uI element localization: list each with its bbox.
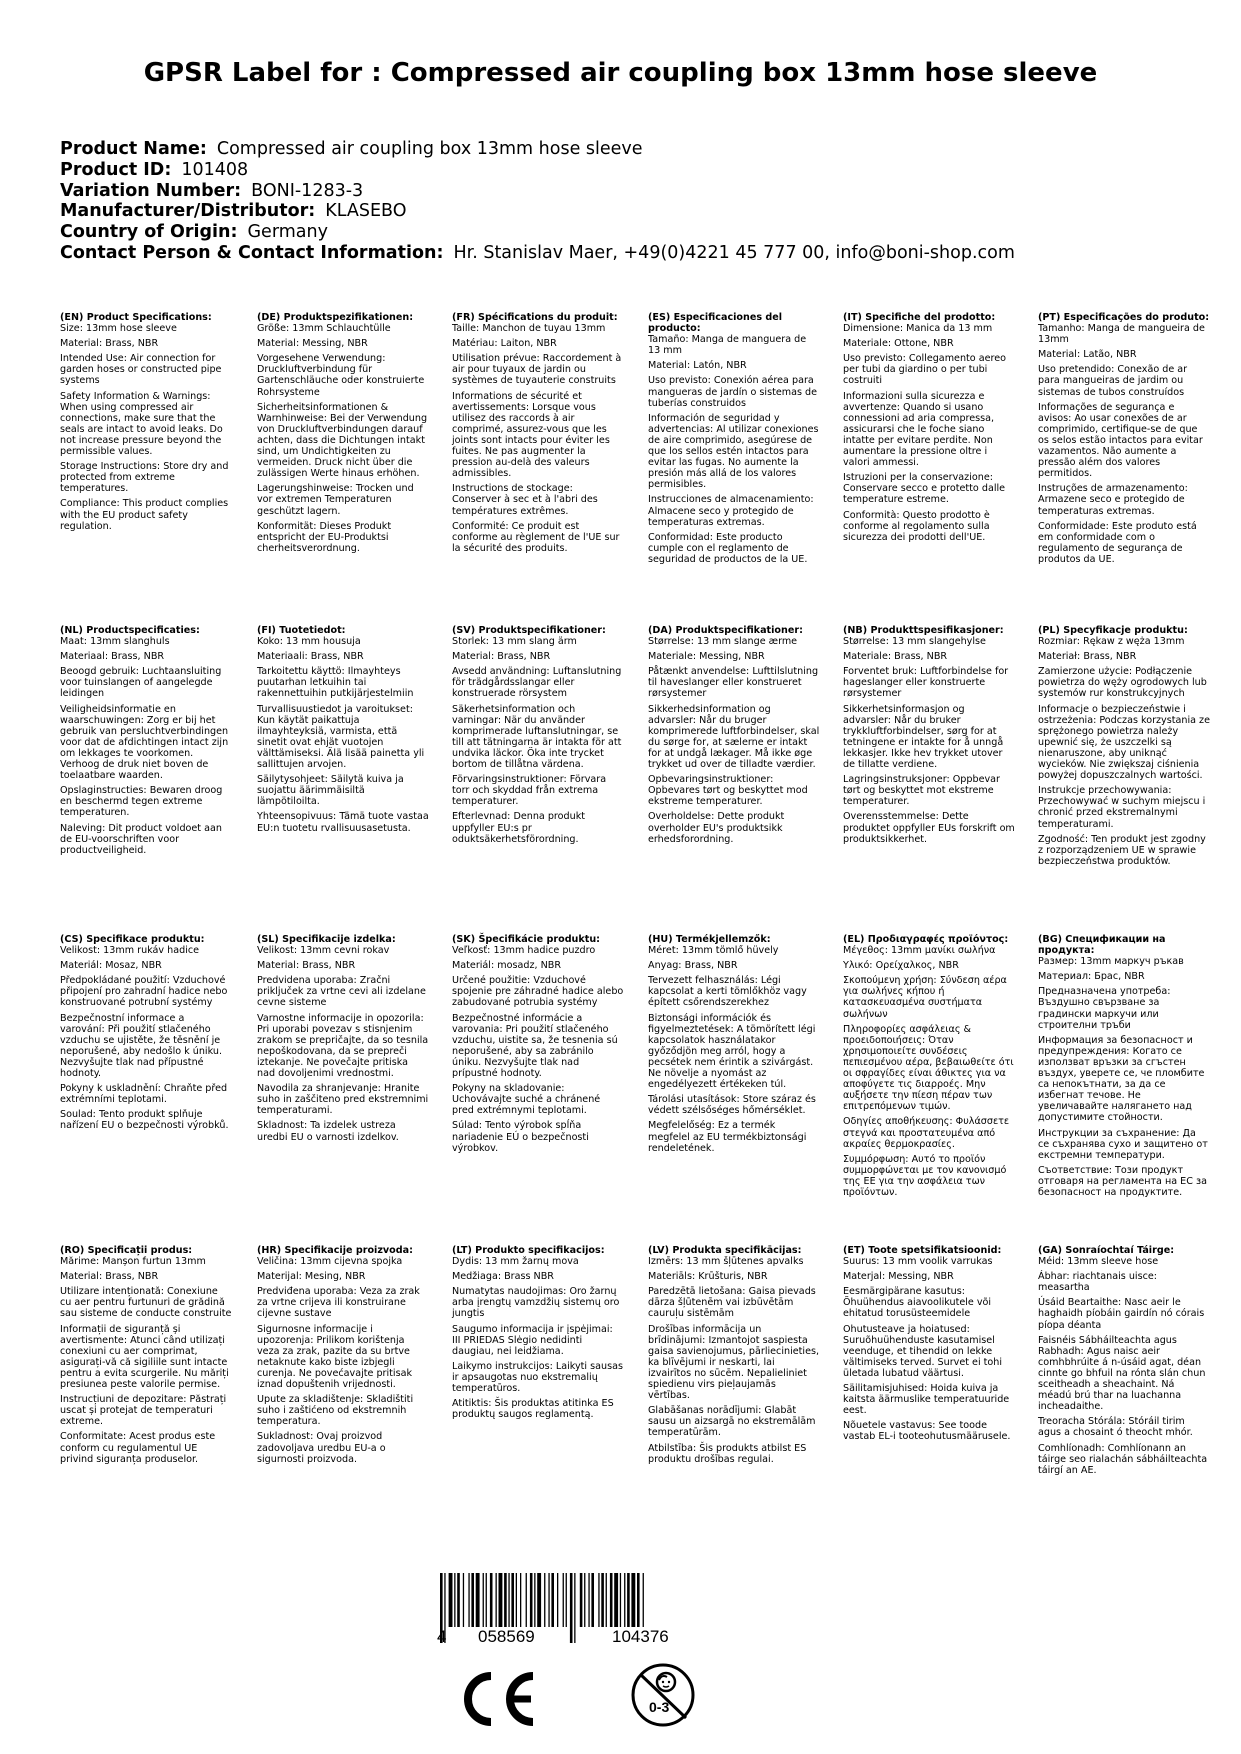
spec-section <box>843 312 1015 547</box>
spec-line: Vorgesehene Verwendung: Druckluftverbindung für Gartenschläuche oder konstruierte Rohrsysteme <box>257 353 425 398</box>
spec-section-heading: (LV) Produkta specifikācijas: <box>648 1245 802 1256</box>
spec-line: Ohutusteave ja hoiatused: Suruõhuühenduste kasutamisel veenduge, et tihendid on lekke vältimiseks terved. Survet ei tohi ületada lubatud väärtusi. <box>843 1323 1003 1379</box>
spec-line: Material: Latón, NBR <box>648 360 747 372</box>
spec-section <box>648 934 820 1158</box>
spec-line: Conformità: Questo prodotto è conforme al regolamento sulla sicurezza dei prodotti dell'UE. <box>843 509 990 543</box>
spec-section <box>1038 934 1210 1202</box>
spec-section-heading: (EL) Προδιαγραφές προϊόντος: <box>843 934 1009 945</box>
spec-line: Materiál: mosadz, NBR <box>452 960 561 972</box>
spec-line: Maat: 13mm slanghuls <box>60 636 170 648</box>
spec-line: Velikost: 13mm rukáv hadice <box>60 945 200 957</box>
spec-line: Biztonsági információk és figyelmeztetések: A tömörített légi kapcsolatok használatakor győződjön meg arról, hogy a pecsétek nem érintik a szivárgást. Ne növelje a nyomást az engedélyezett értékeken túl. <box>648 1012 816 1091</box>
spec-section <box>843 934 1015 1202</box>
spec-line: Instrucciones de almacenamiento: Almacene seco y protegido de temperaturas extremas. <box>648 494 814 528</box>
spec-line: Instructions de stockage: Conserver à sec et à l'abri des températures extrêmes. <box>452 483 598 517</box>
spec-line: Sicherheitsinformationen & Warnhinweise: Bei der Verwendung von Druckluftverbindungen darauf achten, dass die Dichtungen intakt sind, um Undichtigkeiten zu vermeiden. Druck nicht über die zulässigen Werte hinaus erhöhen. <box>257 401 428 480</box>
spec-line: Material: Latão, NBR <box>1038 349 1137 361</box>
spec-line: Naleving: Dit product voldoet aan de EU-voorschriften voor productveiligheid. <box>60 822 222 856</box>
spec-line: Información de seguridad y advertencias: Al utilizar conexiones de aire comprimido, asegúrese de que los sellos estén intactos para evitar las fugas. No aumente la presión más allá de los valores permisibles. <box>648 412 819 491</box>
spec-line: Safety Information & Warnings: When using compressed air connections, make sure that the seals are intact to avoid leaks. Do not increase pressure beyond the permissible values. <box>60 390 223 458</box>
page-title: GPSR Label for : Compressed air coupling box 13mm hose sleeve <box>143 58 1098 88</box>
spec-line: Lagerungshinweise: Trocken und vor extremen Temperaturen geschützt lagern. <box>257 483 414 517</box>
spec-line: Eesmärgipärane kasutus: Õhuühendus aiavoolikutele või ehitatud torusüsteemidele <box>843 1286 992 1320</box>
spec-line: Påtænkt anvendelse: Lufttilslutning til haveslanger eller konstrueret rørsystemer <box>648 666 819 700</box>
spec-line: Informacje o bezpieczeństwie i ostrzeżenia: Podczas korzystania ze sprężonego powietrza należy upewnić się, że uszczelki są nienaruszone, aby uniknąć wycieków. Nie zwiększaj ciśnienia powyżej dopuszczalnych wartości. <box>1038 703 1210 782</box>
spec-line: Treoracha Stórála: Stóráil tirim agus a chosaint ó theocht mhór. <box>1038 1416 1193 1439</box>
spec-section <box>452 312 624 558</box>
age-0-3-warning-icon <box>630 1662 696 1732</box>
spec-line: Pokyny na skladovanie: Uchovávajte suché a chránené pred extrémnymi teplotami. <box>452 1083 601 1117</box>
country-value: Germany <box>247 222 328 243</box>
spec-section-heading: (SL) Specifikacije izdelka: <box>257 934 396 945</box>
spec-section <box>257 1245 429 1469</box>
barcode-digit-1: 4 <box>437 1627 447 1646</box>
spec-section-heading: (RO) Specificații produs: <box>60 1245 193 1256</box>
spec-line: Predviđena uporaba: Veza za zrak za vrtne crijeva ili konstruirane cijevne sustave <box>257 1286 420 1320</box>
spec-line: Conformitate: Acest produs este conform cu regulamentul UE privind siguranța produselor. <box>60 1431 216 1465</box>
spec-line: Οδηγίες αποθήκευσης: Φυλάσσετε στεγνά και προστατευμένα από ακραίες θερμοκρασίες. <box>843 1116 1010 1150</box>
manufacturer-value: KLASEBO <box>325 201 407 222</box>
spec-line: Nõuetele vastavus: See toode vastab EL-i tooteohutusmäärusele. <box>843 1420 1011 1443</box>
spec-section <box>648 625 820 849</box>
spec-line: Veiligheidsinformatie en waarschuwingen: Zorg er bij het gebruik van persluchtverbindingen voor dat de afdichtingen intact zijn om lekkages te voorkomen. Verhoog de druk niet boven de toelaatbare waarden. <box>60 703 229 782</box>
spec-line: Materiale: Messing, NBR <box>648 651 765 663</box>
spec-line: Opbevaringsinstruktioner: Opbevares tørt og beskyttet mod ekstreme temperaturer. <box>648 774 808 808</box>
spec-line: Informații de siguranță și avertismente: Atunci când utilizați conexiuni cu aer comprimat, asigurați-vă că sigiliile sunt intacte pentru a evita scurgerile. Nu măriți presiunea peste valorile permise. <box>60 1323 229 1391</box>
spec-line: Sigurnosne informacije i upozorenja: Prilikom korištenja veza za zrak, pazite da su brtve netaknute kako biste izbjegli curenja. Ne povećavajte pritisak iznad dopuštenih vrijednosti. <box>257 1323 413 1391</box>
spec-line: Säilytysohjeet: Säilytä kuiva ja suojattu äärimmäisiltä lämpötiloilta. <box>257 774 404 808</box>
spec-line: Laikymo instrukcijos: Laikyti sausas ir apsaugotas nuo ekstremalių temperatūros. <box>452 1360 623 1395</box>
spec-section-heading: (PL) Specyfikacje produktu: <box>1038 625 1188 636</box>
spec-section <box>1038 625 1210 871</box>
spec-line: Súlad: Tento výrobok spĺňa nariadenie EÚ o bezpečnosti výrobkov. <box>452 1120 589 1154</box>
spec-section <box>257 312 429 558</box>
product-name-value: Compressed air coupling box 13mm hose sleeve <box>216 139 643 159</box>
spec-line: Materiāls: Krūšturis, NBR <box>648 1271 768 1283</box>
spec-line: Uso previsto: Collegamento aereo per tubi da giardino o per tubi costruiti <box>843 353 1006 387</box>
spec-line: Veličina: 13mm cijevna spojka <box>257 1256 403 1268</box>
spec-line: Navodila za shranjevanje: Hranite suho in zaščiteno pred ekstremnimi temperaturami. <box>257 1083 429 1117</box>
spec-line: Megfelelőség: Ez a termék megfelel az EU termékbiztonsági rendeletének. <box>648 1120 807 1154</box>
product-id-row <box>60 160 1015 181</box>
spec-line: Materiale: Brass, NBR <box>843 651 948 663</box>
spec-line: Ábhar: riachtanais uisce: measartha <box>1038 1271 1157 1294</box>
variation-number-label: Variation Number: <box>60 180 242 201</box>
contact-label: Contact Person & Contact Information: <box>60 242 444 263</box>
spec-section <box>648 1245 820 1469</box>
spec-line: Uso pretendido: Conexão de ar para mangueiras de jardim ou sistemas de tubos construídos <box>1038 364 1188 398</box>
spec-line: Intended Use: Air connection for garden hoses or constructed pipe systems <box>60 353 222 387</box>
spec-section-heading: (IT) Specifiche del prodotto: <box>843 312 996 323</box>
variation-number-value: BONI-1283-3 <box>251 180 364 201</box>
spec-line: Méret: 13mm tömlő hüvely <box>648 945 779 957</box>
spec-section-heading: (GA) Sonraíochtaí Táirge: <box>1038 1245 1175 1256</box>
barcode-digits-3: 104376 <box>612 1627 669 1646</box>
spec-line: Informations de sécurité et avertissements: Lorsque vous utilisez des raccords à air comprimé, assurez-vous que les joints sont intacts pour éviter les fuites. Ne pas augmenter la pression au-delà des valeurs admissibles. <box>452 390 610 480</box>
spec-line: Informações de segurança e avisos: Ao usar conexões de ar comprimido, certifique-se de que os selos estão intactos para evitar vazamentos. Não aumente a pressão além dos valores permitidos. <box>1038 401 1203 480</box>
spec-line: Materiaal: Brass, NBR <box>60 651 165 663</box>
spec-section <box>60 625 232 860</box>
spec-line: Dimensione: Manica da 13 mm <box>843 323 993 335</box>
country-label: Country of Origin: <box>60 222 238 243</box>
spec-line: Uso previsto: Conexión aérea para mangueras de jardín o sistemas de tuberías construidos <box>648 375 818 409</box>
spec-line: Sukladnost: Ovaj proizvod zadovoljava uredbu EU-a o sigurnosti proizvoda. <box>257 1431 386 1465</box>
spec-line: Συμμόρφωση: Αυτό το προϊόν συμμορφώνεται με τον κανονισμό της ΕΕ για την ασφάλεια των προϊόντων. <box>843 1153 1007 1198</box>
spec-line: Turvallisuustiedot ja varoitukset: Kun käytät paikattuja ilmayhteyksiä, varmista, että sinetit ovat ehjät vuotojen välttämiseksi. Älä lisää painetta yli sallittujen arvojen. <box>257 703 425 771</box>
spec-line: Größe: 13mm Schlauchtülle <box>257 323 391 335</box>
spec-line: Materiaali: Brass, NBR <box>257 651 364 663</box>
spec-line: Instrukcje przechowywania: Przechowywać w suchym miejscu i chronić przed ekstremalnymi temperaturami. <box>1038 785 1206 830</box>
spec-line: Förvaringsinstruktioner: Förvara torr och skyddad från extrema temperaturer. <box>452 774 607 808</box>
spec-section-heading: (SV) Produktspecifikationer: <box>452 625 606 636</box>
spec-line: Compliance: This product complies with the EU product safety regulation. <box>60 498 229 532</box>
spec-line: Предназначена употреба: Въздушно свързване за градински маркучи или строителни тръби <box>1038 986 1171 1031</box>
spec-section-heading: (EN) Product Specifications: <box>60 312 212 323</box>
spec-section-heading: (FI) Tuotetiedot: <box>257 625 346 636</box>
manufacturer-label: Manufacturer/Distributor: <box>60 201 316 222</box>
spec-line: Úsáid Beartaithe: Nasc aeir le haghaidh píobáin gairdín nó córais píopa déanta <box>1038 1297 1205 1331</box>
spec-section <box>60 1245 232 1469</box>
spec-section-heading: (BG) Спецификации на продукта: <box>1038 934 1166 957</box>
spec-section-heading: (PT) Especificações do produto: <box>1038 312 1210 323</box>
spec-line: Tárolási utasítások: Store száraz és védett szélsőséges hőmérséklet. <box>648 1094 816 1117</box>
spec-section-heading: (CS) Specifikace produktu: <box>60 934 205 945</box>
spec-line: Paredzētā lietošana: Gaisa pievads dārza šļūtenēm vai izbūvētām cauruļu sistēmām <box>648 1286 816 1320</box>
spec-line: Säkerhetsinformation och varningar: När du använder komprimerade luftanslutningar, se till att tätningarna är intakta för att undvika läckor. Öka inte trycket bortom de tillåtna värdena. <box>452 703 622 771</box>
spec-section <box>1038 312 1210 569</box>
spec-line: Material: Brass, NBR <box>60 1271 159 1283</box>
product-name-row <box>60 139 1015 160</box>
spec-line: Размер: 13mm маркуч ръкав <box>1038 956 1184 968</box>
spec-line: Rozmiar: Rękaw z węża 13mm <box>1038 636 1185 648</box>
spec-line: Beoogd gebruik: Luchtaansluiting voor tuinslangen of aangelegde leidingen <box>60 666 222 700</box>
spec-line: Medžiaga: Brass NBR <box>452 1271 554 1283</box>
spec-line: Materiál: Mosaz, NBR <box>60 960 162 972</box>
spec-line: Zamierzone użycie: Podłączenie powietrza do węży ogrodowych lub systemów rur konstrukcyjnych <box>1038 666 1207 700</box>
spec-line: Předpokládané použití: Vzduchové připojení pro zahradní hadice nebo konstruované potrubní systémy <box>60 975 228 1009</box>
spec-section-heading: (DA) Produktspecifikationer: <box>648 625 803 636</box>
spec-line: Faisnéis Sábháilteachta agus Rabhadh: Agus naisc aeir comhbhrúite á n-úsáid agat, déan cinnte go bhfuil na rónta slán chun sceitheadh a sheachaint. Ná méadú brú thar na luachanna incheadaithe. <box>1038 1334 1206 1413</box>
spec-line: Lagringsinstruksjoner: Oppbevar tørt og beskyttet mot ekstreme temperaturer. <box>843 774 1000 808</box>
product-info <box>60 139 1015 264</box>
product-id-label: Product ID: <box>60 159 172 180</box>
manufacturer-row <box>60 201 1015 222</box>
spec-line: Overensstemmelse: Dette produktet oppfyller EUs forskrift om produktsikkerhet. <box>843 811 1015 845</box>
spec-line: Veľkosť: 13mm hadice puzdro <box>452 945 596 957</box>
spec-line: Matériau: Laiton, NBR <box>452 338 557 350</box>
spec-section-heading: (SK) Špecifikácie produktu: <box>452 934 601 945</box>
product-name-label: Product Name: <box>60 139 207 159</box>
spec-line: Størrelse: 13 mm slangehylse <box>843 636 986 648</box>
spec-line: Bezpečnostní informace a varování: Při použití stlačeného vzduchu se ujistěte, že těsnění je neporušené, aby nedošlo k úniku. Nezvyšujte tlak nad přípustné hodnoty. <box>60 1012 222 1080</box>
spec-section-heading: (NB) Produkttspesifikasjoner: <box>843 625 1004 636</box>
spec-line: Určené použitie: Vzduchové spojenie pre záhradné hadice alebo zabudované potrubia systémy <box>452 975 624 1009</box>
spec-line: Méid: 13mm sleeve hose <box>1038 1256 1159 1268</box>
spec-line: Konformität: Dieses Produkt entspricht der EU-Produktsi cherheitsverordnung. <box>257 520 392 554</box>
spec-line: Säilitamisjuhised: Hoida kuiva ja kaitsta äärmuslike temperatuuride eest. <box>843 1383 1010 1417</box>
spec-line: Dydis: 13 mm žarnų mova <box>452 1256 579 1268</box>
spec-line: Anyag: Brass, NBR <box>648 960 738 972</box>
spec-section <box>843 1245 1015 1447</box>
spec-line: Størrelse: 13 mm slange ærme <box>648 636 798 648</box>
spec-section <box>452 934 624 1158</box>
spec-line: Pokyny k uskladnění: Chraňte před extrémními teplotami. <box>60 1083 228 1106</box>
spec-line: Μέγεθος: 13mm μανίκι σωλήνα <box>843 945 996 957</box>
spec-line: Materijal: Mesing, NBR <box>257 1271 366 1283</box>
spec-line: Sikkerhetsinformasjon og advarsler: Når du bruker trykkluftforbindelser, sørg for at tetningene er intakte for å unngå lekkasjer. Ikke hev trykket utover de tillatte verdiene. <box>843 703 1004 771</box>
spec-line: Instruções de armazenamento: Armazene seco e protegido de temperaturas extremas. <box>1038 483 1188 517</box>
spec-section-heading: (HR) Specifikacije proizvoda: <box>257 1245 413 1256</box>
spec-line: Predvidena uporaba: Zračni priključek za vrtne cevi ali izdelane cevne sisteme <box>257 975 426 1009</box>
barcode-digits-2: 058569 <box>478 1627 535 1646</box>
spec-line: Drošības informācija un brīdinājumi: Izmantojot saspiesta gaisa savienojumus, pārliecinieties, ka blīvējumi ir neskarti, lai izvairītos no sūcēm. Nepalieliniet spiedienu virs pieļaujamās vērtības. <box>648 1323 820 1402</box>
spec-section <box>648 312 820 569</box>
spec-section-heading: (HU) Termékjellemzők: <box>648 934 771 945</box>
age-label: 0-3 <box>649 1699 670 1715</box>
spec-line: Инструкции за съхранение: Да се съхранява сухо и защитено от екстремни температури. <box>1038 1127 1208 1161</box>
spec-line: Saugumo informacija ir įspėjimai: III PRIEDAS Slėgio nedidinti daugiau, nei leidžiama. <box>452 1323 613 1357</box>
country-row <box>60 222 1015 243</box>
spec-line: Avsedd användning: Luftanslutning för trädgårdsslangar eller konstruerade rörsystem <box>452 666 622 700</box>
spec-line: Izmērs: 13 mm šļūtenes apvalks <box>648 1256 804 1268</box>
product-id-value: 101408 <box>181 159 249 180</box>
spec-line: Informazioni sulla sicurezza e avvertenze: Quando si usano connessioni ad aria compressa, assicurarsi che le foche siano intatte per evitare perdite. Non aumentare la pressione oltre i valori ammessi. <box>843 390 995 469</box>
spec-line: Materiał: Brass, NBR <box>1038 651 1137 663</box>
spec-section <box>60 312 232 536</box>
spec-line: Comhlíonadh: Comhlíonann an táirge seo rialachán sábháilteachta táirgí an AE. <box>1038 1442 1208 1476</box>
spec-line: Mărime: Manșon furtun 13mm <box>60 1256 206 1268</box>
spec-section-heading: (DE) Produktspezifikationen: <box>257 312 414 323</box>
ce-mark-icon <box>455 1670 537 1732</box>
spec-line: Material: Messing, NBR <box>257 338 368 350</box>
spec-line: Soulad: Tento produkt splňuje nařízení EU o bezpečnosti výrobků. <box>60 1109 229 1132</box>
spec-line: Skladnost: Ta izdelek ustreza uredbi EU o varnosti izdelkov. <box>257 1120 399 1143</box>
spec-section <box>1038 1245 1210 1480</box>
contact-row <box>60 243 1015 264</box>
spec-section <box>257 934 429 1147</box>
spec-line: Numatytas naudojimas: Oro žarnų arba įrengtų vamzdžių sistemų oro jungtis <box>452 1286 620 1320</box>
spec-line: Съответствие: Този продукт отговаря на регламента на ЕС за безопасност на продуктите. <box>1038 1164 1207 1198</box>
spec-line: Информация за безопасност и предупреждения: Когато се използват връзки за сгъстен въздух, уверете се, че пломбите са непокътнати, за да се избегнат течове. Не увеличавайте налягането над допустимите стойности. <box>1038 1034 1205 1124</box>
spec-section-heading: (ET) Toote spetsifikatsioonid: <box>843 1245 1002 1256</box>
spec-line: Taille: Manchon de tuyau 13mm <box>452 323 606 335</box>
spec-line: Storage Instructions: Store dry and protected from extreme temperatures. <box>60 461 229 495</box>
spec-line: Tamaño: Manga de manguera de 13 mm <box>648 334 807 357</box>
spec-line: Istruzioni per la conservazione: Conservare secco e protetto dalle temperature estreme. <box>843 472 1006 506</box>
spec-line: Materiale: Ottone, NBR <box>843 338 954 350</box>
spec-section-heading: (LT) Produkto specifikacijos: <box>452 1245 605 1256</box>
spec-line: Sikkerhedsinformation og advarsler: Når du bruger komprimerede luftforbindelser, skal du sørge for, at sælerne er intakt for at undgå lækager. Må ikke øge trykket ud over de tilladte værdier. <box>648 703 820 771</box>
spec-line: Conformidade: Este produto está em conformidade com o regulamento de segurança de produtos da UE. <box>1038 520 1197 565</box>
spec-line: Velikost: 13mm cevni rokav <box>257 945 390 957</box>
spec-line: Tarkoitettu käyttö: Ilmayhteys puutarhan letkuihin tai rakennettuihin putkijärjestelmiin <box>257 666 414 700</box>
spec-line: Koko: 13 mm housuja <box>257 636 361 648</box>
spec-line: Utilisation prévue: Raccordement à air pour tuyaux de jardin ou systèmes de tuyauterie construits <box>452 353 622 387</box>
spec-line: Yhteensopivuus: Tämä tuote vastaa EU:n tuotetu rvallisuusasetusta. <box>257 811 429 834</box>
spec-line: Материал: Брас, NBR <box>1038 971 1145 983</box>
spec-line: Storlek: 13 mm slang ärm <box>452 636 577 648</box>
spec-line: Forventet bruk: Luftforbindelse for hageslanger eller konstruerte rørsystemer <box>843 666 1009 700</box>
spec-line: Πληροφορίες ασφάλειας & προειδοποιήσεις: Όταν χρησιμοποιείτε συνδέσεις πεπιεσμένου αέρα, βεβαιωθείτε ότι οι σφραγίδες είναι άθικτες για να αποφύγετε τις διαρροές. Μην αυξήσετε την πίεση πέραν των επιτρεπόμενων τιμών. <box>843 1023 1014 1113</box>
spec-section <box>257 625 429 838</box>
spec-line: Zgodność: Ten produkt jest zgodny z rozporządzeniem UE w sprawie bezpieczeństwa produktów. <box>1038 833 1206 867</box>
spec-line: Σκοπούμενη χρήση: Σύνδεση αέρα για σωλήνες κήπου ή κατασκευασμένα συστήματα σωλήνων <box>843 975 1007 1020</box>
spec-line: Material: Brass, NBR <box>452 651 551 663</box>
spec-line: Glabāšanas norādījumi: Glabāt sausu un aizsargā no ekstremālām temperatūrām. <box>648 1405 816 1439</box>
spec-section <box>60 934 232 1136</box>
spec-line: Utilizare intenționată: Conexiune cu aer pentru furtunuri de grădină sau sisteme de conducte construite <box>60 1286 232 1320</box>
spec-line: Overholdelse: Dette produkt overholder EU's produktsikk erhedsforordning. <box>648 811 785 845</box>
spec-section <box>843 625 1015 849</box>
spec-section <box>452 1245 624 1424</box>
spec-line: Size: 13mm hose sleeve <box>60 323 177 335</box>
spec-line: Efterlevnad: Denna produkt uppfyller EU:s pr oduktsäkerhetsförordning. <box>452 811 586 845</box>
spec-line: Bezpečnostné informácie a varovania: Pri použití stlačeného vzduchu, uistite sa, že tesnenia sú neporušené, aby sa zabránilo úniku. Nezvyšujte tlak nad prípustné hodnoty. <box>452 1012 618 1080</box>
spec-line: Conformité: Ce produit est conforme au règlement de l'UE sur la sécurité des produits. <box>452 520 620 554</box>
spec-line: Opslaginstructies: Bewaren droog en beschermd tegen extreme temperaturen. <box>60 785 223 819</box>
spec-section-heading: (FR) Spécifications du produit: <box>452 312 618 323</box>
spec-line: Upute za skladištenje: Skladištiti suho i zaštićeno od ekstremnih temperatura. <box>257 1394 414 1428</box>
spec-line: Atitiktis: Šis produktas atitinka ES produktų saugos reglamentą. <box>452 1398 614 1421</box>
spec-line: Instrucțiuni de depozitare: Păstrați uscat și protejat de temperaturi extreme. <box>60 1394 227 1428</box>
spec-line: Material: Brass, NBR <box>60 338 159 350</box>
spec-section-heading: (NL) Productspecificaties: <box>60 625 200 636</box>
spec-line: Varnostne informacije in opozorila: Pri uporabi povezav s stisnjenim zrakom se prepričajte, da so tesnila nepoškodovana, da se prepreči iztekanje. Ne povečajte pritiska nad dovoljenimi vrednostmi. <box>257 1012 429 1080</box>
spec-section <box>452 625 624 849</box>
spec-line: Conformidad: Este producto cumple con el reglamento de seguridad de productos de la UE. <box>648 531 808 565</box>
spec-line: Suurus: 13 mm voolik varrukas <box>843 1256 993 1268</box>
contact-value: Hr. Stanislav Maer, +49(0)4221 45 777 00, info@boni-shop.com <box>453 242 1015 263</box>
spec-line: Tamanho: Manga de mangueira de 13mm <box>1038 323 1205 346</box>
spec-line: Materjal: Messing, NBR <box>843 1271 954 1283</box>
spec-line: Atbilstība: Šis produkts atbilst ES produktu drošības regulai. <box>648 1442 807 1465</box>
spec-line: Υλικό: Ορείχαλκος, NBR <box>843 960 959 972</box>
spec-section-heading: (ES) Especificaciones del producto: <box>648 312 783 335</box>
spec-line: Material: Brass, NBR <box>257 960 356 972</box>
variation-number-row <box>60 181 1015 202</box>
spec-line: Tervezett felhasználás: Légi kapcsolat a kerti tömlőkhöz vagy épített csőrendszerekhez <box>648 975 807 1009</box>
